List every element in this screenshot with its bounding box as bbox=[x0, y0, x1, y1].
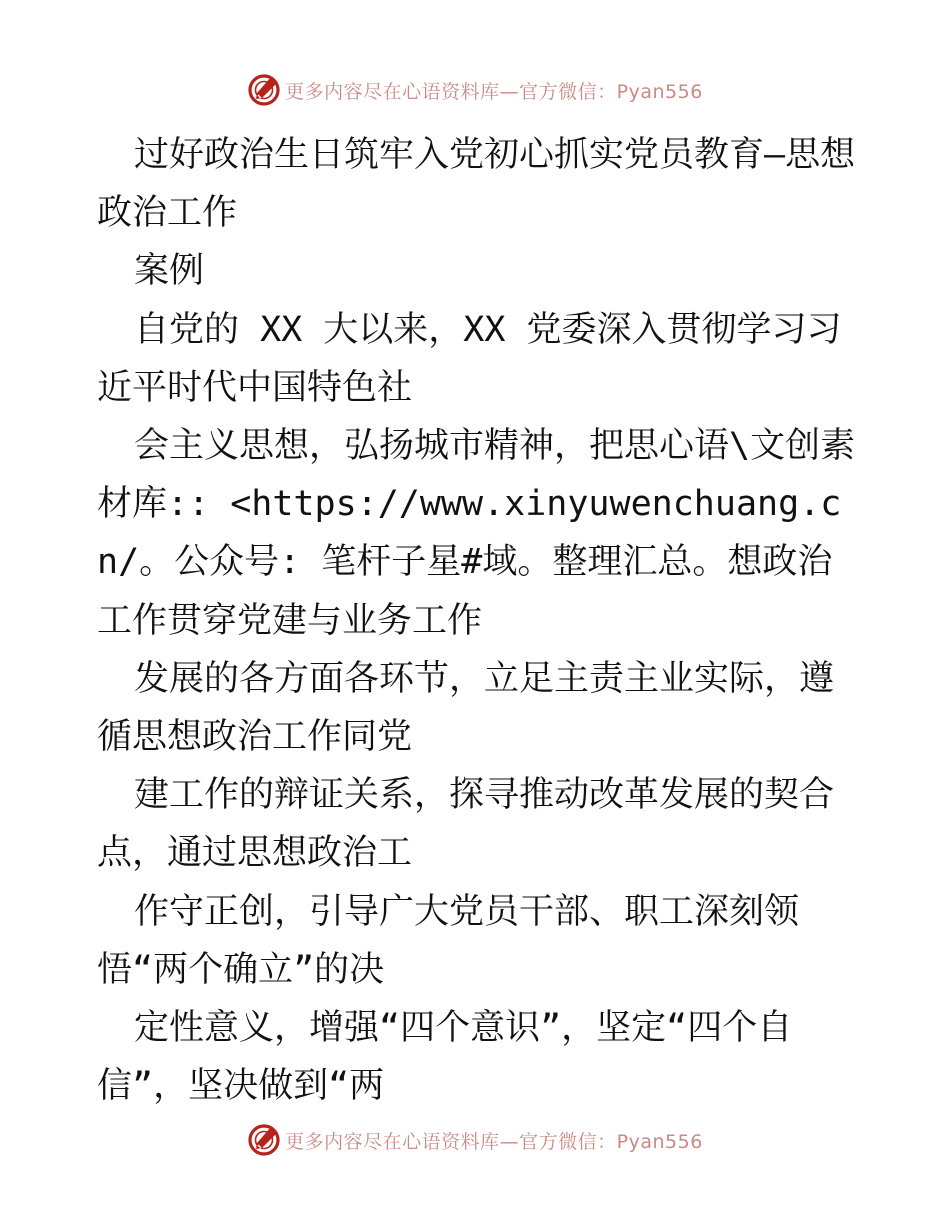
body-paragraph: 发展的各方面各环节，立足主责主业实际，遵循思想政治工作同党 bbox=[97, 658, 835, 758]
body-paragraph: 自党的 XX 大以来，XX 党委深入贯彻学习习近平时代中国特色社 bbox=[97, 309, 842, 408]
footer-banner bbox=[0, 1120, 950, 1160]
pen-seal-logo-icon bbox=[247, 73, 281, 107]
banner-text: 更多内容尽在心语资料库—官方微信：Pyan556 bbox=[285, 1130, 703, 1153]
pen-seal-logo-icon bbox=[247, 1123, 281, 1157]
body-paragraph: 会主义思想，弘扬城市精神，把思心语\文创素材库:: <https://www.xinyuwenchuang.cn/。公众号: 笔杆子星#域。整理汇总。想政治工作贯穿党建与业务工作 bbox=[97, 426, 856, 641]
banner-text: 更多内容尽在心语资料库—官方微信：Pyan556 bbox=[285, 80, 703, 103]
body-paragraph: 建工作的辩证关系，探寻推动改革发展的契合点，通过思想政治工 bbox=[97, 775, 835, 874]
body-paragraph: 作守正创，引导广大党员干部、职工深刻领悟“两个确立”的决 bbox=[97, 891, 800, 990]
title-paragraph: 过好政治生日筑牢入党初心抓实党员教育—思想政治工作 bbox=[97, 135, 856, 234]
header-banner bbox=[0, 70, 950, 110]
body-paragraph: 定性意义，增强“四个意识”，坚定“四个自信”，坚决做到“两 bbox=[97, 1008, 793, 1107]
case-label-paragraph: 案例 bbox=[134, 251, 205, 292]
document-body bbox=[97, 126, 857, 1115]
